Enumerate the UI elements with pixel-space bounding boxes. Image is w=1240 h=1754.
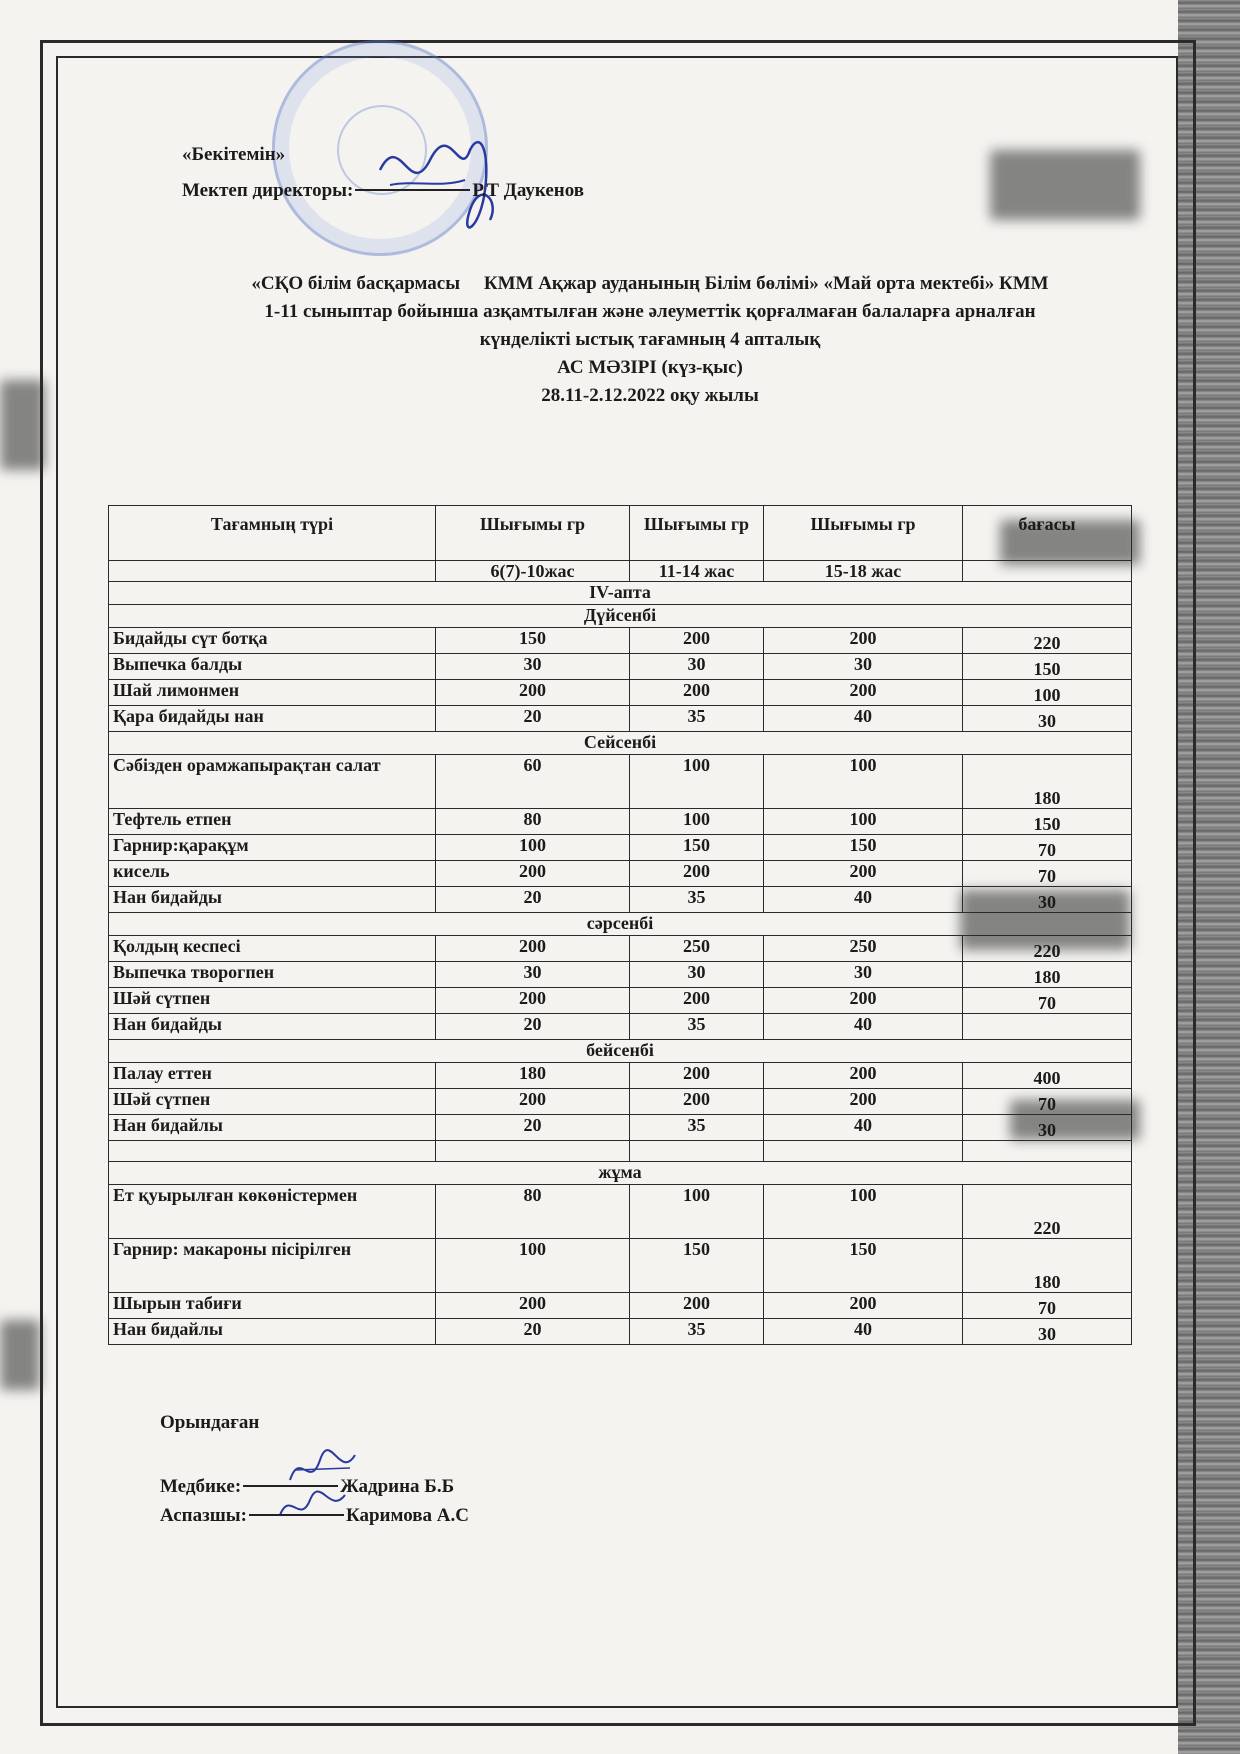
yield-11-14: 200 xyxy=(630,680,764,706)
cook-label: Аспазшы: xyxy=(160,1505,247,1526)
header-yield-2: Шығымы гр xyxy=(630,506,764,561)
price: 220 xyxy=(963,1185,1132,1239)
price: 220 xyxy=(963,936,1132,962)
yield-15-18: 150 xyxy=(764,1239,963,1293)
table-header-row xyxy=(109,506,1132,561)
dish-name: Шәй сүтпен xyxy=(109,988,436,1014)
dish-name: кисель xyxy=(109,861,436,887)
yield-6-10: 150 xyxy=(436,628,630,654)
table-row xyxy=(109,1319,1132,1345)
dish-name: Бидайды сүт ботқа xyxy=(109,628,436,654)
header-line-2: 1-11 сыныптар бойынша азқамтылған және әлеуметтік қорғалмаған балаларға арналған xyxy=(264,301,1036,322)
nurse-name: Жадрина Б.Б xyxy=(340,1476,455,1497)
table-row xyxy=(109,962,1132,988)
yield-11-14: 200 xyxy=(630,861,764,887)
day-label: бейсенбі xyxy=(109,1040,1132,1063)
yield-6-10: 20 xyxy=(436,1115,630,1141)
yield-11-14: 250 xyxy=(630,936,764,962)
yield-11-14: 100 xyxy=(630,809,764,835)
yield-6-10: 100 xyxy=(436,835,630,861)
price: 30 xyxy=(963,1115,1132,1141)
price: 100 xyxy=(963,680,1132,706)
price: 70 xyxy=(963,861,1132,887)
table-row xyxy=(109,936,1132,962)
yield-11-14: 30 xyxy=(630,654,764,680)
header-dish-type: Тағамның түрі xyxy=(109,506,436,561)
day-label: Сейсенбі xyxy=(109,732,1132,755)
scan-smudge xyxy=(0,380,45,470)
yield-6-10: 80 xyxy=(436,1185,630,1239)
blank-row xyxy=(109,1141,1132,1162)
yield-6-10: 20 xyxy=(436,1014,630,1040)
yield-11-14: 35 xyxy=(630,1014,764,1040)
price: 180 xyxy=(963,962,1132,988)
yield-6-10: 80 xyxy=(436,809,630,835)
table-row xyxy=(109,1089,1132,1115)
dish-name: Қолдың кеспесі xyxy=(109,936,436,962)
header-line-4: АС МӘЗІРІ (күз-қыс) xyxy=(557,357,743,378)
yield-6-10: 200 xyxy=(436,1293,630,1319)
table-row xyxy=(109,628,1132,654)
day-row xyxy=(109,1162,1132,1185)
header-yield-1: Шығымы гр xyxy=(436,506,630,561)
yield-6-10: 200 xyxy=(436,680,630,706)
cook-name: Каримова А.С xyxy=(345,1505,469,1526)
table-row xyxy=(109,1063,1132,1089)
dish-name: Гарнир:қарақұм xyxy=(109,835,436,861)
price: 70 xyxy=(963,1293,1132,1319)
table-row xyxy=(109,1115,1132,1141)
age-group-row xyxy=(109,561,1132,582)
yield-11-14: 100 xyxy=(630,1185,764,1239)
yield-15-18: 200 xyxy=(764,628,963,654)
dish-name: Сәбізден орамжапырақтан салат xyxy=(109,755,436,809)
table-row xyxy=(109,654,1132,680)
yield-11-14: 150 xyxy=(630,835,764,861)
table-row xyxy=(109,1293,1132,1319)
price xyxy=(963,1014,1132,1040)
dish-name: Нан бидайлы xyxy=(109,1115,436,1141)
yield-6-10: 30 xyxy=(436,962,630,988)
yield-15-18: 250 xyxy=(764,936,963,962)
header-price: бағасы xyxy=(963,506,1132,561)
document-header xyxy=(120,270,1180,410)
yield-15-18: 40 xyxy=(764,1014,963,1040)
yield-15-18: 40 xyxy=(764,1319,963,1345)
table-row xyxy=(109,1014,1132,1040)
yield-6-10: 20 xyxy=(436,887,630,913)
day-row xyxy=(109,732,1132,755)
price: 150 xyxy=(963,654,1132,680)
dish-name: Қара бидайды нан xyxy=(109,706,436,732)
yield-6-10: 100 xyxy=(436,1239,630,1293)
yield-6-10: 200 xyxy=(436,988,630,1014)
price: 70 xyxy=(963,1089,1132,1115)
yield-6-10: 180 xyxy=(436,1063,630,1089)
header-line-5: 28.11-2.12.2022 оқу жылы xyxy=(541,385,759,406)
price: 180 xyxy=(963,1239,1132,1293)
day-row xyxy=(109,1040,1132,1063)
yield-11-14: 200 xyxy=(630,1063,764,1089)
cook-line xyxy=(160,1505,469,1527)
prepared-label: Орындаған xyxy=(160,1412,260,1433)
director-name: Р.Т Даукенов xyxy=(472,180,584,201)
yield-6-10: 200 xyxy=(436,861,630,887)
age-group: 6(7)-10жас xyxy=(436,561,630,582)
nurse-line xyxy=(160,1476,454,1498)
yield-15-18: 40 xyxy=(764,1115,963,1141)
yield-11-14: 35 xyxy=(630,1319,764,1345)
dish-name: Нан бидайды xyxy=(109,887,436,913)
day-row xyxy=(109,913,1132,936)
table-row xyxy=(109,1185,1132,1239)
dish-name: Нан бидайлы xyxy=(109,1319,436,1345)
table-row xyxy=(109,1239,1132,1293)
price: 220 xyxy=(963,628,1132,654)
day-label: сәрсенбі xyxy=(109,913,1132,936)
day-label: Дүйсенбі xyxy=(109,605,1132,628)
age-group: 15-18 жас xyxy=(764,561,963,582)
price: 30 xyxy=(963,706,1132,732)
yield-6-10: 200 xyxy=(436,1089,630,1115)
dish-name: Шай лимонмен xyxy=(109,680,436,706)
dish-name: Ет қуырылған көкөністермен xyxy=(109,1185,436,1239)
yield-15-18: 200 xyxy=(764,680,963,706)
yield-15-18: 40 xyxy=(764,706,963,732)
header-yield-3: Шығымы гр xyxy=(764,506,963,561)
dish-name: Выпечка балды xyxy=(109,654,436,680)
yield-11-14: 200 xyxy=(630,1293,764,1319)
table-row xyxy=(109,755,1132,809)
dish-name: Выпечка творогпен xyxy=(109,962,436,988)
yield-15-18: 30 xyxy=(764,962,963,988)
dish-name: Шәй сүтпен xyxy=(109,1089,436,1115)
yield-6-10: 30 xyxy=(436,654,630,680)
table-row xyxy=(109,680,1132,706)
price: 30 xyxy=(963,1319,1132,1345)
director-label: Мектеп директоры: xyxy=(182,180,354,201)
header-line-1: «СҚО білім басқармасы КММ Ақжар ауданының Білім бөлімі» «Май орта мектебі» КММ xyxy=(251,273,1049,294)
price: 400 xyxy=(963,1063,1132,1089)
dish-name: Нан бидайды xyxy=(109,1014,436,1040)
yield-15-18: 200 xyxy=(764,1293,963,1319)
age-group: 11-14 жас xyxy=(630,561,764,582)
yield-6-10: 200 xyxy=(436,936,630,962)
yield-6-10: 20 xyxy=(436,1319,630,1345)
menu-table xyxy=(108,505,1132,1345)
table-row xyxy=(109,861,1132,887)
dish-name: Палау еттен xyxy=(109,1063,436,1089)
week-row xyxy=(109,582,1132,605)
table-row xyxy=(109,887,1132,913)
yield-11-14: 200 xyxy=(630,628,764,654)
yield-15-18: 100 xyxy=(764,809,963,835)
header-line-3: күнделікті ыстық тағамның 4 апталық xyxy=(479,329,821,350)
dish-name: Гарнир: макароны пісірілген xyxy=(109,1239,436,1293)
price: 30 xyxy=(963,887,1132,913)
yield-15-18: 100 xyxy=(764,1185,963,1239)
yield-11-14: 200 xyxy=(630,1089,764,1115)
dish-name: Шырын табиғи xyxy=(109,1293,436,1319)
week-label: IV-апта xyxy=(109,582,1132,605)
yield-15-18: 100 xyxy=(764,755,963,809)
table-row xyxy=(109,835,1132,861)
yield-11-14: 30 xyxy=(630,962,764,988)
approval-title: «Бекітемін» xyxy=(182,144,286,165)
price: 70 xyxy=(963,835,1132,861)
price: 150 xyxy=(963,809,1132,835)
yield-15-18: 200 xyxy=(764,1089,963,1115)
price: 70 xyxy=(963,988,1132,1014)
yield-11-14: 100 xyxy=(630,755,764,809)
yield-15-18: 40 xyxy=(764,887,963,913)
dish-name: Тефтель етпен xyxy=(109,809,436,835)
yield-15-18: 30 xyxy=(764,654,963,680)
yield-15-18: 200 xyxy=(764,1063,963,1089)
day-label: жұма xyxy=(109,1162,1132,1185)
yield-11-14: 200 xyxy=(630,988,764,1014)
director-line xyxy=(182,180,584,202)
scan-smudge xyxy=(0,1320,40,1390)
yield-6-10: 60 xyxy=(436,755,630,809)
table-row xyxy=(109,809,1132,835)
yield-11-14: 35 xyxy=(630,706,764,732)
yield-11-14: 35 xyxy=(630,887,764,913)
price: 180 xyxy=(963,755,1132,809)
yield-11-14: 35 xyxy=(630,1115,764,1141)
table-row xyxy=(109,706,1132,732)
yield-15-18: 150 xyxy=(764,835,963,861)
nurse-label: Медбике: xyxy=(160,1476,242,1497)
day-row xyxy=(109,605,1132,628)
yield-6-10: 20 xyxy=(436,706,630,732)
yield-15-18: 200 xyxy=(764,988,963,1014)
yield-11-14: 150 xyxy=(630,1239,764,1293)
table-row xyxy=(109,988,1132,1014)
yield-15-18: 200 xyxy=(764,861,963,887)
